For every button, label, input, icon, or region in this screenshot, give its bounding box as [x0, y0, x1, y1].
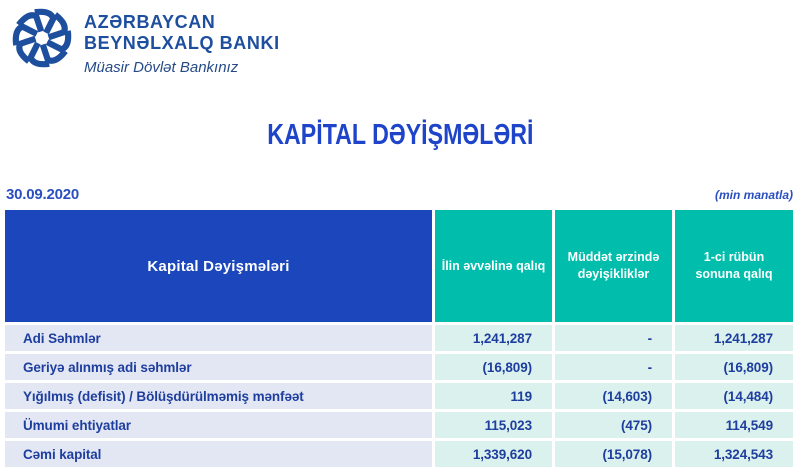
cell-value: 119	[435, 383, 552, 409]
cell-value: (14,603)	[555, 383, 672, 409]
row-label: Yığılmış (defisit) / Bölüşdürülməmiş mənfəət	[5, 383, 432, 409]
cell-value: 115,023	[435, 412, 552, 438]
page-title-row	[0, 119, 800, 152]
row-label: Geriyə alınmış adi səhmlər	[5, 354, 432, 380]
brand-name-line1: AZƏRBAYCAN	[84, 12, 216, 32]
brand-tagline: Müasir Dövlət Bankınız	[84, 59, 239, 76]
cell-value: 1,241,287	[675, 325, 793, 351]
cell-value: (16,809)	[675, 354, 793, 380]
cell-value: 1,339,620	[435, 441, 552, 467]
column-header-mudded-erzinde-deyisiklikler: Müddət ərzində dəyişikliklər	[555, 210, 672, 322]
cell-value: 1,324,543	[675, 441, 793, 467]
page-title: KAPİTAL DƏYİŞMƏLƏRİ	[266, 119, 534, 151]
cell-value: -	[555, 325, 672, 351]
column-header-1ci-rubun-sonuna-qaliq: 1-ci rübün sonuna qalıq	[675, 210, 793, 322]
cell-value: 1,241,287	[435, 325, 552, 351]
report-date: 30.09.2020	[6, 186, 80, 203]
iba-knot-icon	[9, 5, 75, 71]
cell-value: (16,809)	[435, 354, 552, 380]
cell-value: (14,484)	[675, 383, 793, 409]
row-label-total: Cəmi kapital	[5, 441, 432, 467]
brand-name-line2: BEYNƏLXALQ BANKI	[84, 33, 280, 53]
cell-value: (475)	[555, 412, 672, 438]
column-header-ilin-evveline-qaliq: İlin əvvəlinə qalıq	[435, 210, 552, 322]
cell-value: -	[555, 354, 672, 380]
brand-block	[84, 12, 280, 76]
column-header-kapital-deyismeleri: Kapital Dəyişmələri	[5, 210, 432, 322]
row-label: Adi Səhmlər	[5, 325, 432, 351]
capital-changes-table	[5, 210, 793, 467]
cell-value: (15,078)	[555, 441, 672, 467]
cell-value: 114,549	[675, 412, 793, 438]
row-label: Ümumi ehtiyatlar	[5, 412, 432, 438]
unit-note: (min manatla)	[714, 188, 793, 202]
